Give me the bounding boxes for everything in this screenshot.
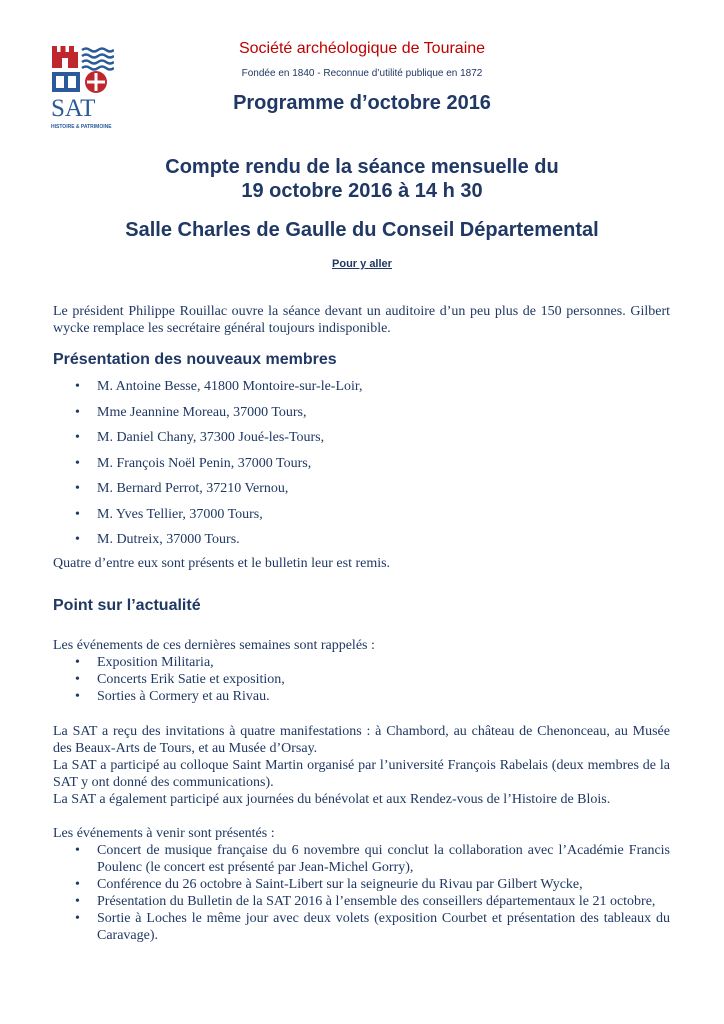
bullet: • (75, 455, 80, 471)
list-item (53, 910, 670, 944)
list-item (53, 531, 363, 557)
list-item (53, 506, 363, 532)
event-entry: Présentation du Bulletin de la SAT 2016 à l’ensemble des conseillers départementaux le 21 octobre, (97, 894, 656, 909)
list-item (53, 429, 363, 455)
upcoming-events-list (53, 842, 670, 944)
directions-link[interactable]: Pour y aller (332, 258, 392, 270)
bullet: • (75, 877, 80, 892)
list-item (53, 654, 670, 671)
bullet: • (75, 379, 80, 394)
event-entry: Concert de musique française du 6 novembre qui conclut la collaboration avec l’Académie Francis Poulenc (le concert est présenté par Jean-Michel Gorry), (97, 843, 670, 875)
venue-title: Salle Charles de Gaulle du Conseil Départemental (125, 219, 599, 241)
bullet: • (75, 911, 80, 926)
recent-intro: Les événements de ces dernières semaines sont rappelés : (53, 638, 375, 653)
event-entry: Sortie à Loches le même jour avec deux volets (exposition Courbet et présentation des tableaux du Caravage). (97, 911, 670, 943)
news-paragraph-invitations: La SAT a reçu des invitations à quatre manifestations : à Chambord, au château de Chenonceau, au Musée des Beaux-Arts de Tours, et au Musée d’Orsay. (53, 724, 670, 756)
list-item (53, 876, 670, 893)
member-entry: M. Yves Tellier, 37000 Tours, (97, 506, 263, 522)
list-item (53, 455, 363, 481)
recent-events-list (53, 654, 670, 705)
bullet: • (75, 689, 80, 704)
program-title: Programme d’octobre 2016 (233, 92, 491, 114)
new-members-heading: Présentation des nouveaux membres (53, 351, 337, 368)
report-title-line2: 19 octobre 2016 à 14 h 30 (241, 180, 483, 202)
list-item (53, 893, 670, 910)
event-entry: Exposition Militaria, (97, 655, 214, 670)
founded-line: Fondée en 1840 - Reconnue d’utilité publique en 1872 (241, 68, 483, 79)
news-paragraph-benevolat: La SAT a également participé aux journées du bénévolat et aux Rendez-vous de l’Histoire de Blois. (53, 792, 611, 807)
logo-text: SAT (51, 95, 96, 122)
bullet: • (75, 404, 80, 420)
news-paragraph-colloque: La SAT a participé au colloque Saint Martin organisé par l’université François Rabelais (deux membres de la SAT y ont donné des communications). (53, 758, 670, 790)
list-item (53, 671, 670, 688)
bullet: • (75, 843, 80, 858)
member-entry: M. François Noël Penin, 37000 Tours, (97, 455, 312, 471)
bullet: • (75, 655, 80, 670)
logo-subtitle: HISTOIRE & PATRIMOINE (51, 124, 112, 130)
list-item (53, 404, 363, 430)
news-heading: Point sur l’actualité (53, 597, 201, 614)
society-name: Société archéologique de Touraine (238, 40, 486, 57)
members-note: Quatre d’entre eux sont présents et le bulletin leur est remis. (53, 556, 391, 571)
event-entry: Sorties à Cormery et au Rivau. (97, 689, 270, 704)
report-title (0, 155, 724, 203)
event-entry: Concerts Erik Satie et exposition, (97, 672, 285, 687)
new-members-list (53, 378, 363, 557)
member-entry: M. Dutreix, 37000 Tours. (97, 532, 240, 547)
member-entry: Mme Jeannine Moreau, 37000 Tours, (97, 404, 307, 420)
member-entry: M. Antoine Besse, 41800 Montoire-sur-le-Loir, (97, 379, 363, 394)
event-entry: Conférence du 26 octobre à Saint-Libert sur la seigneurie du Rivau par Gilbert Wycke, (97, 877, 583, 892)
bullet: • (75, 894, 80, 909)
bullet: • (75, 672, 80, 687)
list-item (53, 688, 670, 705)
bullet: • (75, 532, 80, 547)
report-title-line1: Compte rendu de la séance mensuelle du (165, 156, 559, 178)
intro-paragraph: Le président Philippe Rouillac ouvre la séance devant un auditoire d’un peu plus de 150 personnes. Gilbert wycke remplace les secrétaire général toujours indisponible. (53, 304, 670, 336)
member-entry: M. Bernard Perrot, 37210 Vernou, (97, 481, 289, 496)
list-item (53, 378, 363, 404)
upcoming-intro: Les événements à venir sont présentés : (53, 826, 275, 841)
bullet: • (75, 506, 80, 522)
list-item (53, 480, 363, 506)
member-entry: M. Daniel Chany, 37300 Joué-les-Tours, (97, 430, 325, 445)
list-item (53, 842, 670, 876)
bullet: • (75, 481, 80, 496)
bullet: • (75, 430, 80, 445)
